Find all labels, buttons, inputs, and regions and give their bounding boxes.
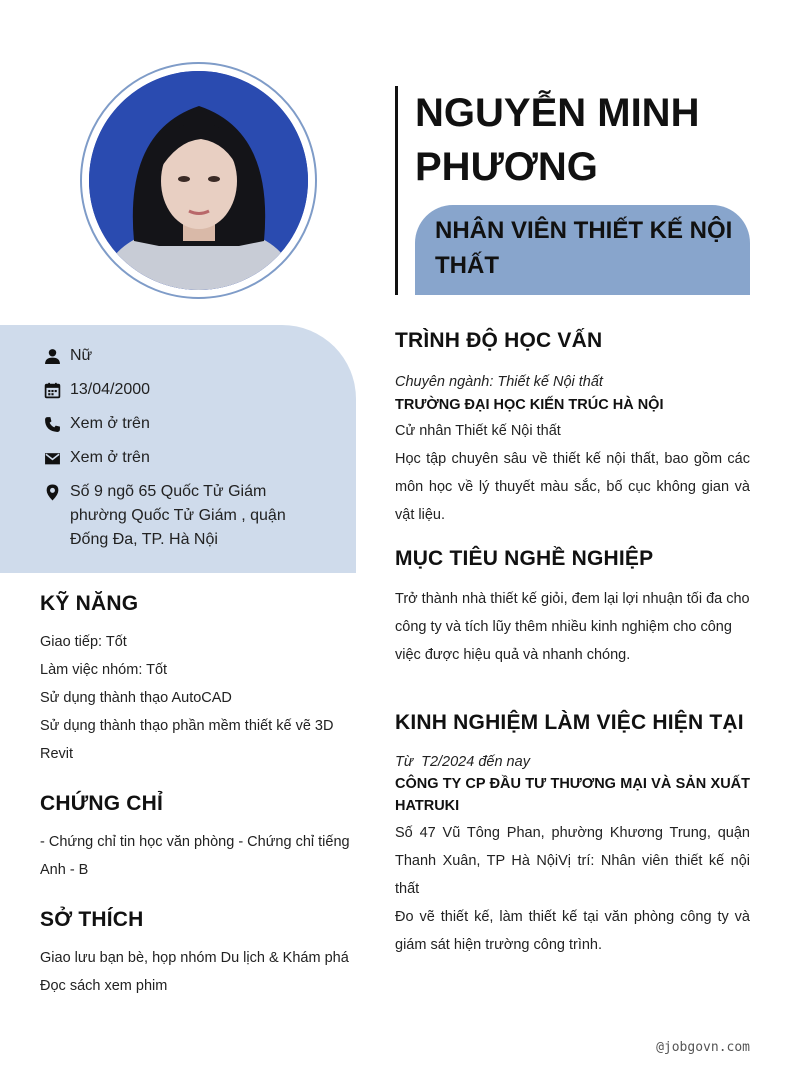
contact-panel	[0, 325, 356, 573]
education-school: TRƯỜNG ĐẠI HỌC KIẾN TRÚC HÀ NỘI	[395, 397, 664, 413]
hobby-item: Đọc sách xem phim	[40, 978, 168, 994]
avatar-frame	[80, 62, 317, 299]
objective-text: Trở thành nhà thiết kế giỏi, đem lại lợi nhuận tối đa cho công ty và tích lũy thêm nhiều kinh nghiệm cho công việc được hiệu quả và nhanh chóng.	[395, 591, 750, 663]
person-icon	[44, 348, 61, 365]
certificates-title: CHỨNG CHỈ	[40, 792, 164, 815]
skill-item: Sử dụng thành thạo AutoCAD	[40, 690, 232, 706]
profile-photo	[89, 71, 308, 290]
name-accent-bar	[395, 86, 398, 295]
contact-gender	[44, 347, 92, 368]
contact-birthdate	[44, 381, 150, 402]
full-name: NGUYỄN MINH PHƯƠNG	[415, 91, 700, 189]
hobbies-list	[40, 944, 356, 1000]
education-major: Chuyên ngành: Thiết kế Nội thất	[395, 374, 603, 390]
education-description: Học tập chuyên sâu về thiết kế nội thất, bao gồm các môn học về lý thuyết màu sắc, bố cục không gian và vật liệu.	[395, 451, 750, 523]
experience-address: Số 47 Vũ Tông Phan, phường Khương Trung, quận Thanh Xuân, TP Hà NộiVị trí: Nhân viên thiết kế nội thất	[395, 825, 750, 897]
certificates-section	[40, 792, 356, 884]
contact-email	[44, 449, 150, 470]
education-title: TRÌNH ĐỘ HỌC VẤN	[395, 329, 603, 352]
objective-title: MỤC TIÊU NGHỀ NGHIỆP	[395, 547, 654, 570]
job-title: NHÂN VIÊN THIẾT KẾ NỘI THẤT	[435, 217, 733, 279]
email-value: Xem ở trên	[70, 449, 150, 466]
experience-duties: Đo vẽ thiết kế, làm thiết kế tại văn phòng công ty và giám sát hiện trường công trình.	[395, 909, 750, 953]
skills-title: KỸ NĂNG	[40, 592, 139, 615]
watermark: @jobgovn.com	[656, 1040, 750, 1055]
certificates-text: - Chứng chỉ tin học văn phòng - Chứng chỉ tiếng Anh - B	[40, 834, 350, 878]
skills-list	[40, 628, 356, 768]
role-banner	[415, 205, 750, 295]
skills-section	[40, 592, 356, 768]
gender-value: Nữ	[70, 347, 93, 364]
hobbies-section	[40, 908, 356, 1000]
education-section	[395, 329, 750, 529]
phone-value: Xem ở trên	[70, 415, 150, 432]
experience-period: Từ T2/2024 đến nay	[395, 754, 530, 770]
experience-section	[395, 711, 750, 959]
objective-section	[395, 547, 750, 669]
address-value: Số 9 ngõ 65 Quốc Tử Giám phường Quốc Tử Giám , quận Đống Đa, TP. Hà Nội	[70, 483, 286, 548]
calendar-icon	[44, 382, 61, 399]
experience-company: CÔNG TY CP ĐẦU TƯ THƯƠNG MẠI VÀ SẢN XUẤT HATRUKI	[395, 776, 750, 814]
skill-item: Sử dụng thành thạo phần mềm thiết kế vẽ 3D Revit	[40, 718, 334, 762]
education-degree: Cử nhân Thiết kế Nội thất	[395, 423, 561, 439]
experience-title: KINH NGHIỆM LÀM VIỆC HIỆN TẠI	[395, 711, 744, 734]
contact-address	[44, 483, 310, 552]
birthdate-value: 13/04/2000	[70, 381, 151, 398]
skill-item: Làm việc nhóm: Tốt	[40, 662, 168, 678]
hobbies-title: SỞ THÍCH	[40, 908, 144, 931]
phone-icon	[44, 416, 61, 433]
avatar	[89, 71, 308, 290]
location-pin-icon	[44, 484, 61, 501]
email-icon	[44, 450, 61, 467]
skill-item: Giao tiếp: Tốt	[40, 634, 127, 650]
contact-phone	[44, 415, 150, 436]
hobby-item: Giao lưu bạn bè, họp nhóm Du lịch & Khám phá	[40, 950, 349, 966]
